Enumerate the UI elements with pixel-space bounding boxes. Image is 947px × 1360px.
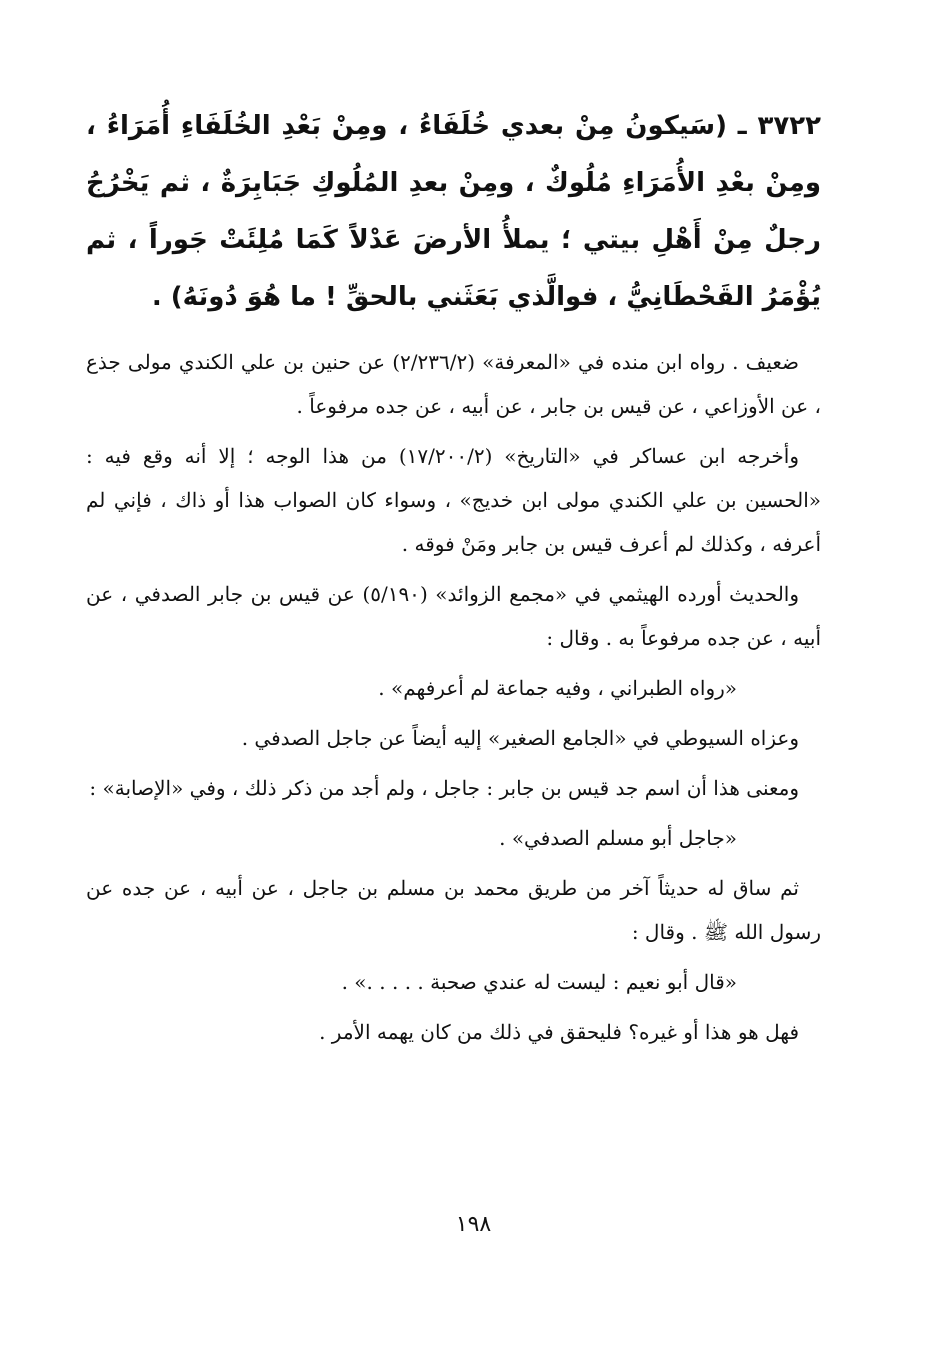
takhrij-paragraph: فهل هو هذا أو غيره؟ فليحقق في ذلك من كان يهمه الأمر . — [319, 1020, 799, 1044]
page-number: ١٩٨ — [455, 1212, 492, 1237]
takhrij-paragraph: وأخرجه ابن عساكر في «التاريخ» (١٧/٢٠٠/٢) من هذا الوجه ؛ إلا أنه وقع فيه : «الحسين بن علي الكندي مولى ابن خديج» ، وسواء كان الصواب هذا أو ذاك ، فإني لم أعرفه ، وكذلك لم أعرف قيس بن جابر ومَنْ فوقه . — [86, 444, 821, 556]
quotation: «رواه الطبراني ، وفيه جماعة لم أعرفهم» . — [378, 676, 737, 700]
quotation: «جاجل أبو مسلم الصدفي» . — [499, 826, 737, 850]
takhrij-paragraph: ثم ساق له حديثاً آخر من طريق محمد بن مسلم بن جاجل ، عن أبيه ، عن جده عن رسول الله ﷺ . وقال : — [86, 876, 821, 944]
takhrij-paragraph: والحديث أورده الهيثمي في «مجمع الزوائد» (٥/١٩٠) عن قيس بن جابر الصدفي ، عن أبيه ، عن جده مرفوعاً به . وقال : — [86, 582, 821, 650]
takhrij-paragraph: وعزاه السيوطي في «الجامع الصغير» إليه أيضاً عن جاجل الصدفي . — [241, 726, 799, 750]
quotation: «قال أبو نعيم : ليست له عندي صحبة . . . . .» . — [341, 970, 737, 994]
takhrij-paragraph: ومعنى هذا أن اسم جد قيس بن جابر : جاجل ، ولم أجد من ذكر ذلك ، وفي «الإصابة» : — [89, 776, 799, 800]
page-body — [86, 98, 821, 1060]
takhrij-paragraph: ضعيف . رواه ابن منده في «المعرفة» (٢/٢٣٦/٢) عن حنين بن علي الكندي مولى جذع ، عن الأوزاعي ، عن قيس بن جابر ، عن أبيه ، عن جده مرفوعاً . — [86, 350, 821, 418]
hadith-text: ٣٧٢٢ ـ (سَيكونُ مِنْ بعدي خُلَفَاءُ ، ومِنْ بَعْدِ الخُلَفَاءِ أُمَرَاءُ ، ومِنْ بعْدِ الأُمَرَاءِ مُلُوكٌ ، ومِنْ بعدِ المُلُوكِ جَبَابِرَةٌ ، ثم يَخْرُجُ رجلٌ مِنْ أَهْلِ بيتي ؛ يملأُ الأرضَ عَدْلاً كَمَا مُلِئَتْ جَوراً ، ثم يُؤْمَرُ القَحْطَانِيُّ ، فوالَّذي بَعَثَني بالحقِّ ! ما هُوَ دُونَهُ) . — [86, 111, 821, 312]
